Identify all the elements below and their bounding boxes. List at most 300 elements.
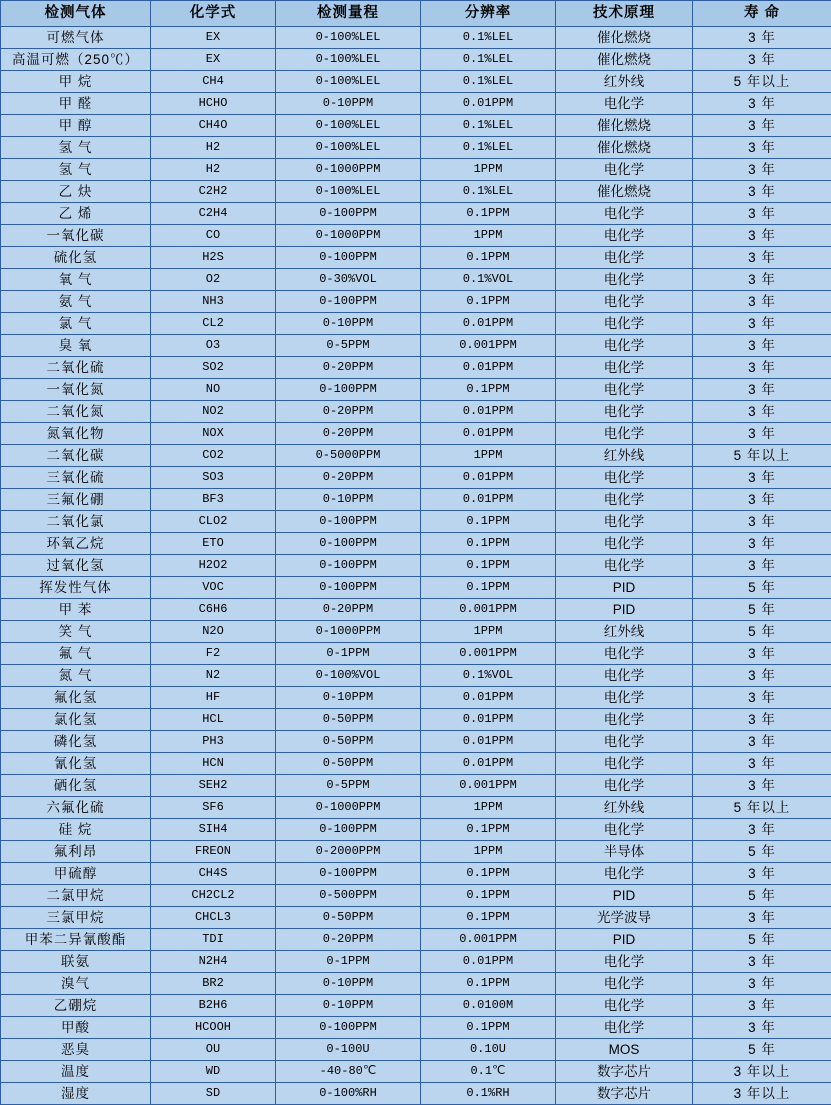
- cell-gas: 氮氧化物: [1, 423, 151, 445]
- cell-range: 0-100PPM: [276, 291, 421, 313]
- table-row: [1, 357, 831, 379]
- table-row: [1, 27, 831, 49]
- cell-formula: HCHO: [151, 93, 276, 115]
- cell-formula: B2H6: [151, 995, 276, 1017]
- cell-gas: 过氧化氢: [1, 555, 151, 577]
- cell-lifetime: 3 年: [693, 27, 831, 49]
- cell-technology: PID: [556, 929, 693, 951]
- cell-formula: O2: [151, 269, 276, 291]
- cell-gas: 六氟化硫: [1, 797, 151, 819]
- cell-formula: OU: [151, 1039, 276, 1061]
- table-row: [1, 291, 831, 313]
- cell-lifetime: 5 年: [693, 929, 831, 951]
- cell-gas: 甲 苯: [1, 599, 151, 621]
- cell-range: 0-50PPM: [276, 709, 421, 731]
- column-header-technology: 技术原理: [556, 1, 693, 27]
- cell-lifetime: 5 年: [693, 885, 831, 907]
- cell-resolution: 0.001PPM: [421, 643, 556, 665]
- column-header-formula: 化学式: [151, 1, 276, 27]
- cell-lifetime: 5 年以上: [693, 797, 831, 819]
- cell-formula: NH3: [151, 291, 276, 313]
- cell-gas: 氟 气: [1, 643, 151, 665]
- cell-range: 0-10PPM: [276, 687, 421, 709]
- cell-range: 0-20PPM: [276, 423, 421, 445]
- cell-technology: 电化学: [556, 709, 693, 731]
- cell-formula: H2: [151, 137, 276, 159]
- cell-technology: 数字芯片: [556, 1083, 693, 1105]
- cell-resolution: 0.01PPM: [421, 951, 556, 973]
- cell-lifetime: 3 年以上: [693, 1083, 831, 1105]
- cell-technology: 半导体: [556, 841, 693, 863]
- cell-technology: MOS: [556, 1039, 693, 1061]
- cell-gas: 氯化氢: [1, 709, 151, 731]
- table-row: [1, 775, 831, 797]
- cell-lifetime: 3 年: [693, 137, 831, 159]
- cell-technology: 红外线: [556, 621, 693, 643]
- cell-lifetime: 3 年: [693, 49, 831, 71]
- cell-technology: 红外线: [556, 797, 693, 819]
- cell-range: 0-100PPM: [276, 203, 421, 225]
- cell-technology: 电化学: [556, 819, 693, 841]
- cell-gas: 挥发性气体: [1, 577, 151, 599]
- cell-gas: 甲 醇: [1, 115, 151, 137]
- cell-lifetime: 3 年: [693, 533, 831, 555]
- cell-lifetime: 3 年: [693, 467, 831, 489]
- cell-formula: C6H6: [151, 599, 276, 621]
- cell-formula: N2O: [151, 621, 276, 643]
- cell-technology: 红外线: [556, 445, 693, 467]
- table-row: [1, 1061, 831, 1083]
- cell-gas: 磷化氢: [1, 731, 151, 753]
- cell-range: 0-100U: [276, 1039, 421, 1061]
- cell-technology: 电化学: [556, 995, 693, 1017]
- cell-gas: 乙 炔: [1, 181, 151, 203]
- cell-range: 0-100%LEL: [276, 49, 421, 71]
- cell-range: 0-2000PPM: [276, 841, 421, 863]
- cell-gas: 氯 气: [1, 313, 151, 335]
- cell-gas: 臭 氧: [1, 335, 151, 357]
- cell-gas: 氰化氢: [1, 753, 151, 775]
- cell-resolution: 1PPM: [421, 445, 556, 467]
- cell-lifetime: 3 年: [693, 181, 831, 203]
- cell-lifetime: 3 年: [693, 863, 831, 885]
- cell-gas: 氢 气: [1, 137, 151, 159]
- table-row: [1, 951, 831, 973]
- cell-formula: BF3: [151, 489, 276, 511]
- cell-resolution: 0.1PPM: [421, 203, 556, 225]
- table-row: [1, 621, 831, 643]
- cell-gas: 二氧化氯: [1, 511, 151, 533]
- cell-resolution: 0.1%LEL: [421, 115, 556, 137]
- cell-gas: 二氧化碳: [1, 445, 151, 467]
- cell-lifetime: 5 年: [693, 621, 831, 643]
- cell-range: 0-10PPM: [276, 995, 421, 1017]
- cell-technology: 电化学: [556, 247, 693, 269]
- cell-resolution: 0.001PPM: [421, 929, 556, 951]
- cell-technology: 电化学: [556, 335, 693, 357]
- cell-lifetime: 3 年: [693, 555, 831, 577]
- cell-resolution: 0.01PPM: [421, 401, 556, 423]
- cell-range: 0-20PPM: [276, 929, 421, 951]
- cell-lifetime: 5 年以上: [693, 445, 831, 467]
- table-row: [1, 665, 831, 687]
- cell-technology: 电化学: [556, 753, 693, 775]
- cell-gas: 恶臭: [1, 1039, 151, 1061]
- cell-formula: FREON: [151, 841, 276, 863]
- cell-range: 0-20PPM: [276, 401, 421, 423]
- table-row: [1, 885, 831, 907]
- cell-lifetime: 3 年: [693, 269, 831, 291]
- cell-gas: 氨 气: [1, 291, 151, 313]
- cell-range: 0-1000PPM: [276, 797, 421, 819]
- cell-range: 0-500PPM: [276, 885, 421, 907]
- table-row: [1, 401, 831, 423]
- cell-technology: 电化学: [556, 423, 693, 445]
- cell-range: 0-1000PPM: [276, 225, 421, 247]
- cell-technology: 光学波导: [556, 907, 693, 929]
- cell-resolution: 0.01PPM: [421, 313, 556, 335]
- cell-resolution: 0.1PPM: [421, 379, 556, 401]
- cell-resolution: 0.1PPM: [421, 819, 556, 841]
- cell-technology: 电化学: [556, 731, 693, 753]
- cell-lifetime: 3 年: [693, 973, 831, 995]
- cell-lifetime: 5 年: [693, 1039, 831, 1061]
- cell-range: 0-20PPM: [276, 357, 421, 379]
- cell-formula: HCN: [151, 753, 276, 775]
- cell-lifetime: 3 年: [693, 687, 831, 709]
- cell-range: 0-100PPM: [276, 555, 421, 577]
- table-row: [1, 247, 831, 269]
- cell-gas: 湿度: [1, 1083, 151, 1105]
- cell-resolution: 0.1℃: [421, 1061, 556, 1083]
- table-header: [1, 1, 831, 27]
- cell-range: 0-100%RH: [276, 1083, 421, 1105]
- table-row: [1, 819, 831, 841]
- cell-technology: 电化学: [556, 467, 693, 489]
- cell-resolution: 0.1%VOL: [421, 665, 556, 687]
- cell-gas: 硫化氢: [1, 247, 151, 269]
- cell-range: 0-1PPM: [276, 951, 421, 973]
- cell-gas: 三氧化硫: [1, 467, 151, 489]
- cell-technology: PID: [556, 885, 693, 907]
- table-row: [1, 841, 831, 863]
- cell-gas: 硅 烷: [1, 819, 151, 841]
- cell-formula: HCOOH: [151, 1017, 276, 1039]
- cell-technology: 电化学: [556, 489, 693, 511]
- cell-gas: 氢 气: [1, 159, 151, 181]
- cell-lifetime: 3 年: [693, 643, 831, 665]
- cell-lifetime: 3 年: [693, 313, 831, 335]
- cell-gas: 氮 气: [1, 665, 151, 687]
- cell-resolution: 0.01PPM: [421, 489, 556, 511]
- cell-resolution: 0.1PPM: [421, 863, 556, 885]
- cell-technology: 电化学: [556, 951, 693, 973]
- cell-formula: SD: [151, 1083, 276, 1105]
- cell-lifetime: 3 年: [693, 401, 831, 423]
- cell-resolution: 0.01PPM: [421, 357, 556, 379]
- cell-resolution: 0.1PPM: [421, 1017, 556, 1039]
- cell-gas: 笑 气: [1, 621, 151, 643]
- table-row: [1, 423, 831, 445]
- cell-range: 0-20PPM: [276, 599, 421, 621]
- cell-range: 0-100%LEL: [276, 27, 421, 49]
- cell-gas: 高温可燃（250℃）: [1, 49, 151, 71]
- cell-resolution: 0.01PPM: [421, 709, 556, 731]
- cell-formula: TDI: [151, 929, 276, 951]
- cell-formula: N2: [151, 665, 276, 687]
- cell-resolution: 0.1PPM: [421, 291, 556, 313]
- cell-technology: 催化燃烧: [556, 49, 693, 71]
- cell-resolution: 0.1%VOL: [421, 269, 556, 291]
- cell-technology: 电化学: [556, 269, 693, 291]
- cell-lifetime: 3 年: [693, 775, 831, 797]
- cell-lifetime: 3 年: [693, 379, 831, 401]
- cell-gas: 甲硫醇: [1, 863, 151, 885]
- cell-lifetime: 3 年: [693, 335, 831, 357]
- table-row: [1, 973, 831, 995]
- cell-resolution: 1PPM: [421, 621, 556, 643]
- cell-resolution: 0.01PPM: [421, 467, 556, 489]
- cell-technology: PID: [556, 599, 693, 621]
- cell-range: 0-100PPM: [276, 819, 421, 841]
- cell-range: 0-1PPM: [276, 643, 421, 665]
- table-row: [1, 445, 831, 467]
- cell-range: 0-10PPM: [276, 93, 421, 115]
- cell-resolution: 1PPM: [421, 841, 556, 863]
- table-row: [1, 555, 831, 577]
- cell-range: 0-10PPM: [276, 489, 421, 511]
- column-header-range: 检测量程: [276, 1, 421, 27]
- cell-gas: 氟化氢: [1, 687, 151, 709]
- cell-technology: 催化燃烧: [556, 115, 693, 137]
- cell-technology: 电化学: [556, 665, 693, 687]
- cell-resolution: 0.1PPM: [421, 885, 556, 907]
- cell-formula: O3: [151, 335, 276, 357]
- table-row: [1, 93, 831, 115]
- cell-gas: 氧 气: [1, 269, 151, 291]
- cell-technology: 电化学: [556, 775, 693, 797]
- cell-technology: 电化学: [556, 93, 693, 115]
- table-row: [1, 225, 831, 247]
- table-row: [1, 731, 831, 753]
- cell-formula: H2S: [151, 247, 276, 269]
- cell-technology: 电化学: [556, 1017, 693, 1039]
- cell-formula: SO2: [151, 357, 276, 379]
- cell-resolution: 0.01PPM: [421, 423, 556, 445]
- cell-formula: CH2CL2: [151, 885, 276, 907]
- cell-formula: ETO: [151, 533, 276, 555]
- cell-formula: HF: [151, 687, 276, 709]
- cell-formula: CH4O: [151, 115, 276, 137]
- cell-lifetime: 3 年以上: [693, 1061, 831, 1083]
- cell-technology: 催化燃烧: [556, 181, 693, 203]
- cell-lifetime: 3 年: [693, 423, 831, 445]
- cell-gas: 三氯甲烷: [1, 907, 151, 929]
- cell-formula: F2: [151, 643, 276, 665]
- cell-range: 0-100%VOL: [276, 665, 421, 687]
- cell-gas: 溴气: [1, 973, 151, 995]
- column-header-gas: 检测气体: [1, 1, 151, 27]
- cell-range: 0-100%LEL: [276, 181, 421, 203]
- cell-range: 0-100PPM: [276, 1017, 421, 1039]
- column-header-resolution: 分辨率: [421, 1, 556, 27]
- cell-technology: 电化学: [556, 973, 693, 995]
- table-row: [1, 115, 831, 137]
- cell-technology: 催化燃烧: [556, 137, 693, 159]
- cell-resolution: 0.1PPM: [421, 511, 556, 533]
- cell-formula: N2H4: [151, 951, 276, 973]
- table-body: [1, 27, 831, 1105]
- header-row: [1, 1, 831, 27]
- table-row: [1, 577, 831, 599]
- cell-gas: 三氟化硼: [1, 489, 151, 511]
- cell-resolution: 0.1PPM: [421, 247, 556, 269]
- cell-lifetime: 3 年: [693, 357, 831, 379]
- table-row: [1, 797, 831, 819]
- cell-lifetime: 3 年: [693, 753, 831, 775]
- cell-range: 0-5000PPM: [276, 445, 421, 467]
- cell-formula: H2O2: [151, 555, 276, 577]
- cell-range: 0-100%LEL: [276, 137, 421, 159]
- cell-formula: NOX: [151, 423, 276, 445]
- cell-technology: 电化学: [556, 159, 693, 181]
- table-row: [1, 181, 831, 203]
- cell-formula: NO2: [151, 401, 276, 423]
- cell-lifetime: 3 年: [693, 291, 831, 313]
- table-row: [1, 687, 831, 709]
- cell-formula: SIH4: [151, 819, 276, 841]
- cell-lifetime: 3 年: [693, 247, 831, 269]
- cell-gas: 甲 醛: [1, 93, 151, 115]
- cell-formula: CLO2: [151, 511, 276, 533]
- cell-technology: 电化学: [556, 225, 693, 247]
- cell-range: 0-100PPM: [276, 379, 421, 401]
- cell-lifetime: 3 年: [693, 709, 831, 731]
- table-row: [1, 643, 831, 665]
- cell-range: 0-50PPM: [276, 731, 421, 753]
- table-row: [1, 863, 831, 885]
- cell-formula: SO3: [151, 467, 276, 489]
- table-row: [1, 929, 831, 951]
- cell-range: 0-100PPM: [276, 247, 421, 269]
- cell-technology: 电化学: [556, 687, 693, 709]
- table-row: [1, 335, 831, 357]
- cell-formula: H2: [151, 159, 276, 181]
- table-row: [1, 753, 831, 775]
- table-row: [1, 71, 831, 93]
- cell-formula: SF6: [151, 797, 276, 819]
- cell-lifetime: 3 年: [693, 1017, 831, 1039]
- cell-technology: 红外线: [556, 71, 693, 93]
- cell-range: 0-100%LEL: [276, 115, 421, 137]
- cell-gas: 联氨: [1, 951, 151, 973]
- cell-range: 0-50PPM: [276, 753, 421, 775]
- cell-gas: 环氧乙烷: [1, 533, 151, 555]
- cell-formula: CHCL3: [151, 907, 276, 929]
- cell-range: 0-5PPM: [276, 335, 421, 357]
- table-row: [1, 599, 831, 621]
- cell-technology: 电化学: [556, 863, 693, 885]
- cell-gas: 可燃气体: [1, 27, 151, 49]
- cell-resolution: 1PPM: [421, 159, 556, 181]
- cell-range: 0-100PPM: [276, 511, 421, 533]
- cell-lifetime: 3 年: [693, 511, 831, 533]
- cell-range: 0-100PPM: [276, 533, 421, 555]
- cell-gas: 二氧化硫: [1, 357, 151, 379]
- cell-gas: 甲苯二异氰酸酯: [1, 929, 151, 951]
- cell-resolution: 0.001PPM: [421, 775, 556, 797]
- cell-technology: 电化学: [556, 313, 693, 335]
- table-row: [1, 489, 831, 511]
- cell-resolution: 0.01PPM: [421, 687, 556, 709]
- cell-formula: VOC: [151, 577, 276, 599]
- cell-range: -40-80℃: [276, 1061, 421, 1083]
- cell-formula: EX: [151, 49, 276, 71]
- cell-technology: 电化学: [556, 511, 693, 533]
- cell-formula: C2H2: [151, 181, 276, 203]
- cell-lifetime: 3 年: [693, 115, 831, 137]
- cell-formula: C2H4: [151, 203, 276, 225]
- cell-formula: CO: [151, 225, 276, 247]
- cell-gas: 一氧化碳: [1, 225, 151, 247]
- cell-resolution: 0.01PPM: [421, 731, 556, 753]
- table-row: [1, 995, 831, 1017]
- table-row: [1, 511, 831, 533]
- cell-resolution: 0.1PPM: [421, 907, 556, 929]
- cell-lifetime: 5 年: [693, 599, 831, 621]
- cell-resolution: 0.1PPM: [421, 555, 556, 577]
- cell-formula: CO2: [151, 445, 276, 467]
- cell-range: 0-100PPM: [276, 863, 421, 885]
- cell-technology: 电化学: [556, 401, 693, 423]
- cell-formula: NO: [151, 379, 276, 401]
- cell-gas: 二氯甲烷: [1, 885, 151, 907]
- cell-lifetime: 3 年: [693, 731, 831, 753]
- cell-range: 0-30%VOL: [276, 269, 421, 291]
- cell-range: 0-1000PPM: [276, 621, 421, 643]
- table-row: [1, 1017, 831, 1039]
- cell-lifetime: 3 年: [693, 907, 831, 929]
- cell-technology: 电化学: [556, 379, 693, 401]
- cell-range: 0-10PPM: [276, 973, 421, 995]
- cell-gas: 甲酸: [1, 1017, 151, 1039]
- cell-range: 0-50PPM: [276, 907, 421, 929]
- cell-gas: 硒化氢: [1, 775, 151, 797]
- table-row: [1, 137, 831, 159]
- cell-technology: 电化学: [556, 643, 693, 665]
- cell-formula: CH4S: [151, 863, 276, 885]
- cell-lifetime: 5 年: [693, 577, 831, 599]
- table-row: [1, 1083, 831, 1105]
- cell-resolution: 0.1PPM: [421, 533, 556, 555]
- cell-gas: 甲 烷: [1, 71, 151, 93]
- cell-resolution: 0.1%LEL: [421, 71, 556, 93]
- cell-resolution: 0.10U: [421, 1039, 556, 1061]
- cell-lifetime: 3 年: [693, 951, 831, 973]
- cell-resolution: 0.1%LEL: [421, 137, 556, 159]
- cell-technology: 电化学: [556, 291, 693, 313]
- cell-gas: 温度: [1, 1061, 151, 1083]
- cell-range: 0-1000PPM: [276, 159, 421, 181]
- table-row: [1, 49, 831, 71]
- table-row: [1, 709, 831, 731]
- cell-resolution: 0.0100M: [421, 995, 556, 1017]
- cell-resolution: 0.01PPM: [421, 753, 556, 775]
- cell-range: 0-5PPM: [276, 775, 421, 797]
- cell-lifetime: 3 年: [693, 93, 831, 115]
- cell-lifetime: 3 年: [693, 819, 831, 841]
- cell-lifetime: 3 年: [693, 203, 831, 225]
